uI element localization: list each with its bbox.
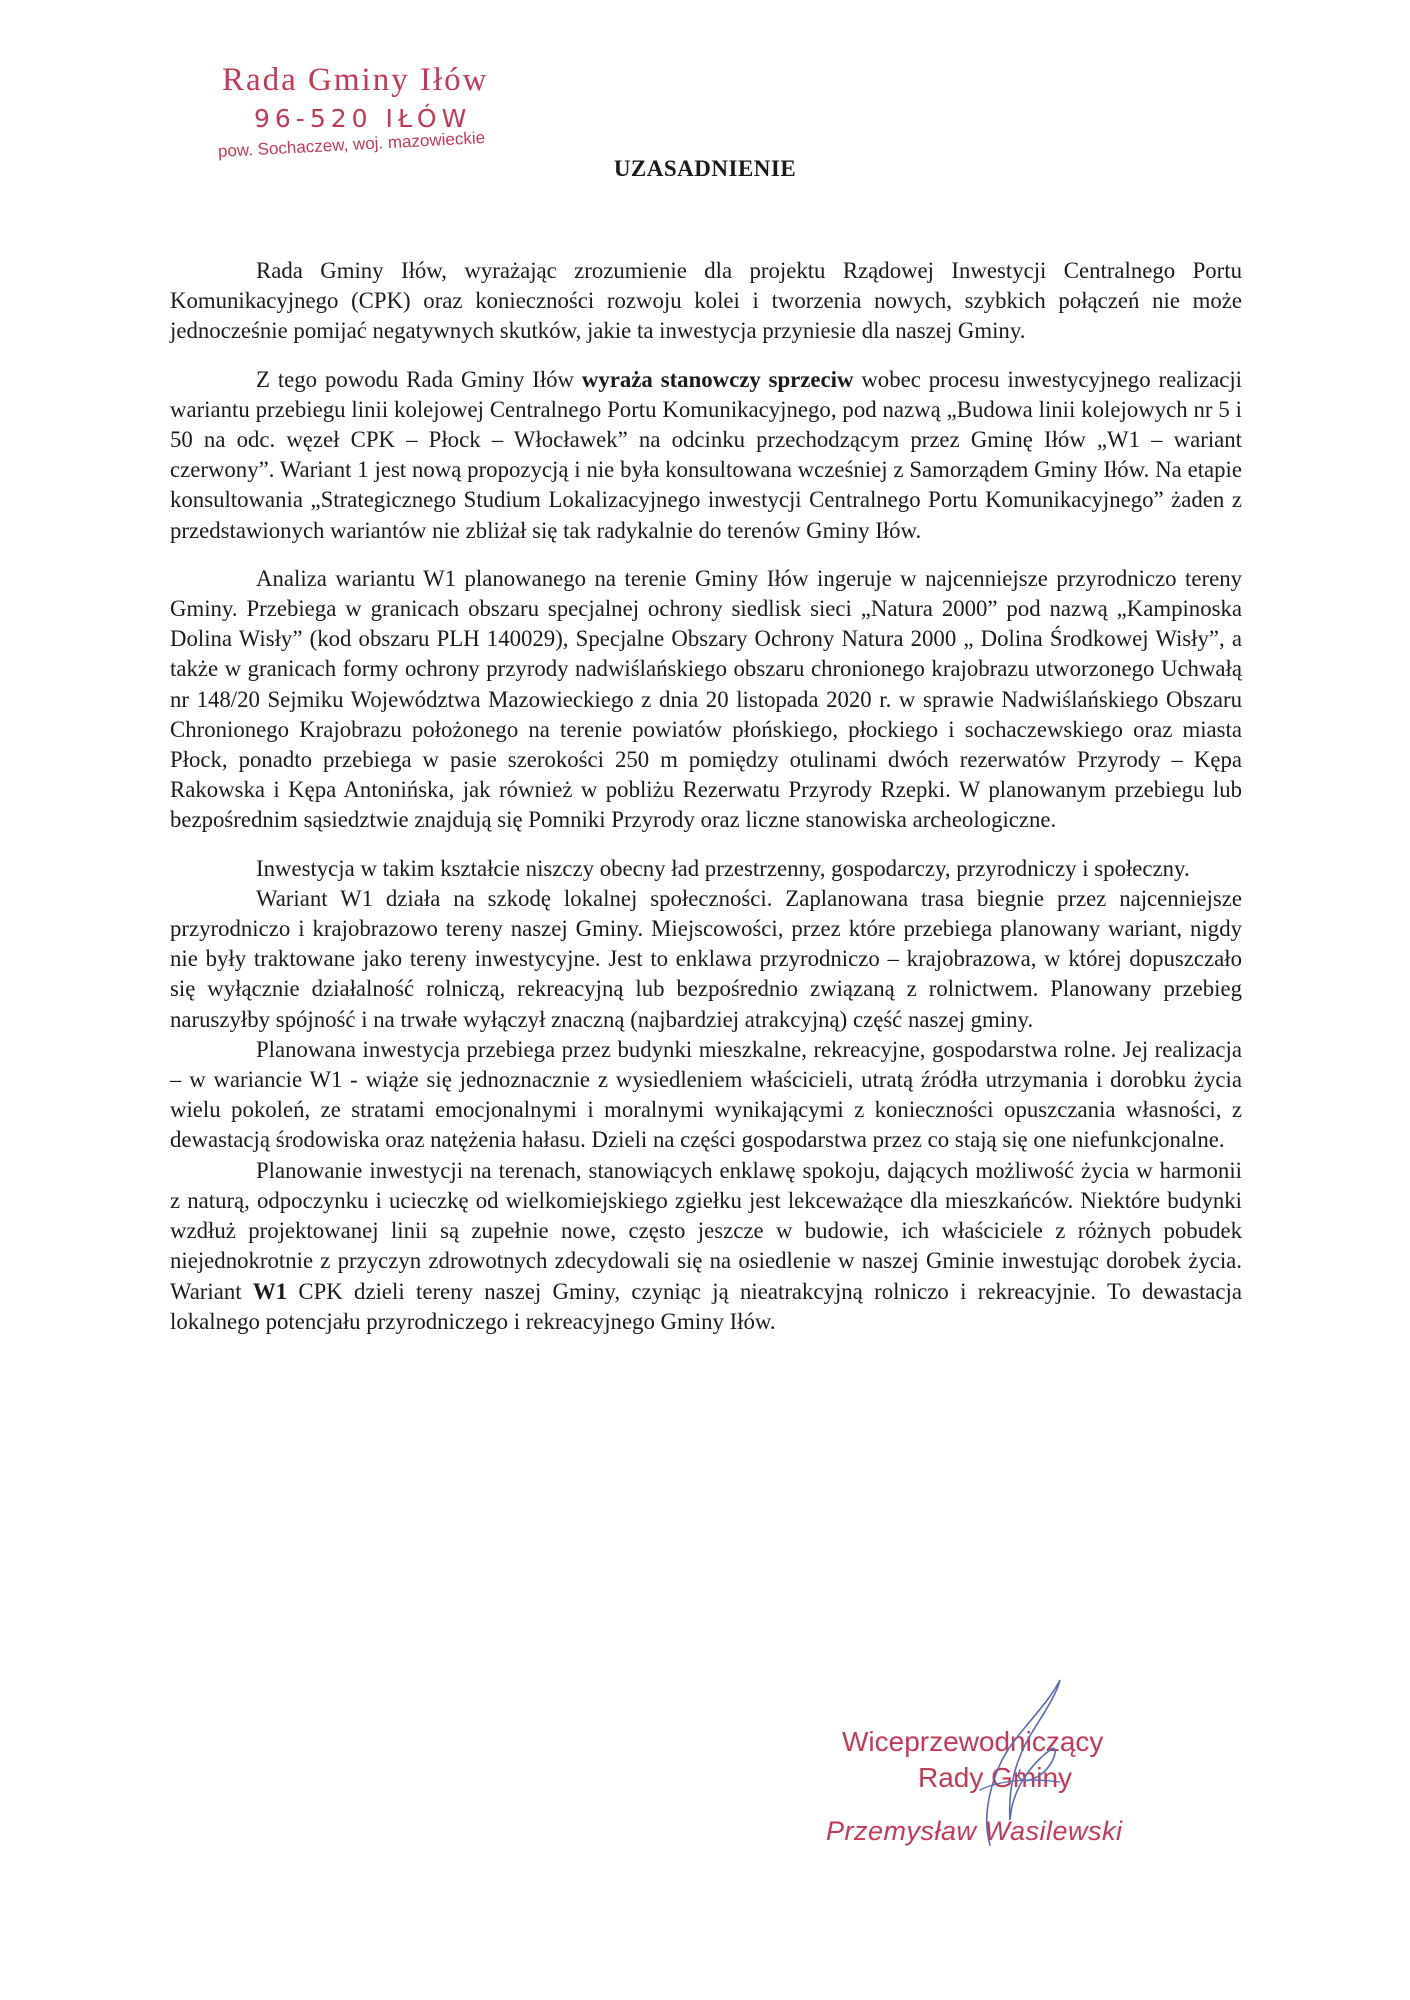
paragraph-5 — [170, 884, 1242, 1035]
paragraph-2-text-a: Z tego powodu Rada Gminy Iłów — [256, 366, 582, 392]
paragraph-7-text-a: Planowanie inwestycji na terenach, stanowiących enklawę spokoju, dających możliwość życia w harmonii z naturą, odpoczynku i ucieczkę od wielkomiejskiego zgiełku jest lekceważące dla mieszkańców. Niektóre budynki wzdłuż projektowanej linii są zupełnie nowe, często jeszcze w budowie, ich właściciele z różnych pobudek niejednokrotnie z przyczyn zdrowotnych zdecydowali się na osiedlenie w naszej Gminie inwestując dorobek życia. Wariant — [170, 1157, 1242, 1304]
stamp-postal-code: 96-520 IŁÓW — [254, 104, 472, 133]
paragraph-6 — [170, 1035, 1242, 1156]
paragraph-3-text: Analiza wariantu W1 planowanego na terenie Gminy Iłów ingeruje w najcenniejsze przyrodniczo tereny Gminy. Przebiega w granicach obszaru specjalnej ochrony siedlisk sieci „Natura 2000” pod nazwą „Kampinoska Dolina Wisły” (kod obszaru PLH 140029), Specjalne Obszary Ochrony Natura 2000 „ Dolina Środkowej Wisły”, a także w granicach formy ochrony przyrody nadwiślańskiego obszaru chronionego krajobrazu utworzonego Uchwałą nr 148/20 Sejmiku Województwa Mazowieckiego z dnia 20 listopada 2020 r. w sprawie Nadwiślańskiego Obszaru Chronionego Krajobrazu położonego na terenie powiatów płońskiego, płockiego i sochaczewskiego oraz miasta Płock, ponadto przebiega w pasie szerokości 250 m pomiędzy otulinami dwóch rezerwatów Przyrody – Kępa Rakowska i Kępa Antonińska, jak również w pobliżu Rezerwatu Przyrody Rzepki. W planowanym przebiegu lub bezpośrednim sąsiedztwie znajdują się Pomniki Przyrody oraz liczne stanowiska archeologiczne. — [170, 565, 1242, 833]
paragraph-1 — [170, 256, 1242, 347]
paragraph-7-bold: W1 — [252, 1278, 288, 1304]
signature-role-line1: Wiceprzewodniczący — [842, 1726, 1104, 1757]
paragraph-7-text-b: CPK dzieli tereny naszej Gminy, czyniąc ją nieatrakcyjną rolniczo i rekreacyjnie. To dewastacja lokalnego potencjału przyrodniczego i rekreacyjnego Gminy Iłów. — [170, 1278, 1242, 1334]
stamp-council-name: Rada Gminy Iłów — [222, 62, 489, 98]
paragraph-6-text: Planowana inwestycja przebiega przez budynki mieszkalne, rekreacyjne, gospodarstwa rolne. Jej realizacja – w wariancie W1 - wiąże się jednoznacznie z wysiedleniem właścicieli, utratą źródła utrzymania i dorobku życia wielu pokoleń, ze stratami emocjonalnymi i moralnymi wynikającymi z konieczności opuszczania własności, z dewastacją środowiska oraz natężenia hałasu. Dzieli na części gospodarstwa przez co stają się one niefunkcjonalne. — [170, 1036, 1242, 1153]
paragraph-2-text-b: wobec procesu inwestycyjnego realizacji wariantu przebiegu linii kolejowej Centralnego Portu Komunikacyjnego, pod nazwą „Budowa linii kolejowych nr 5 i 50 na odc. węzeł CPK – Płock – Włocławek” na odcinku przechodzącym przez Gminę Iłów „W1 – wariant czerwony”. Wariant 1 jest nową propozycją i nie była konsultowana wcześniej z Samorządem Gminy Iłów. Na etapie konsultowania „Strategicznego Studium Lokalizacyjnego inwestycji Centralnego Portu Komunikacyjnego” żaden z przedstawionych wariantów nie zbliżał się tak radykalnie do terenów Gminy Iłów. — [170, 366, 1242, 543]
paragraph-3 — [170, 564, 1242, 836]
paragraph-4-text: Inwestycja w takim kształcie niszczy obecny ład przestrzenny, gospodarczy, przyrodniczy i społeczny. — [256, 855, 1190, 881]
paragraph-1-text: Rada Gminy Iłów, wyrażając zrozumienie dla projektu Rządowej Inwestycji Centralnego Portu Komunikacyjnego (CPK) oraz konieczności rozwoju kolei i tworzenia nowych, szybkich połączeń nie może jednocześnie pomijać negatywnych skutków, jakie ta inwestycja przyniesie dla naszej Gminy. — [170, 258, 1242, 344]
signature-role-line2: Rady Gminy — [918, 1762, 1073, 1793]
stamp-district: pow. Sochaczew, woj. mazowieckie — [217, 128, 486, 161]
signature-name: Przemysław Wasilewski — [826, 1816, 1123, 1846]
handwritten-signature — [918, 1670, 1073, 1850]
paragraph-7 — [170, 1156, 1242, 1337]
signature-block — [780, 1650, 1180, 1850]
document-body — [170, 256, 1242, 1337]
paragraph-4 — [170, 854, 1242, 884]
paragraph-5-text: Wariant W1 działa na szkodę lokalnej społeczności. Zaplanowana trasa biegnie przez najcenniejsze przyrodniczo i krajobrazowo tereny naszej Gminy. Miejscowości, przez które przebiega planowany wariant, nigdy nie były traktowane jako tereny inwestycyjne. Jest to enklawa przyrodniczo – krajobrazowa, w której dopuszczało się wyłącznie działalność rolniczą, rekreacyjną lub bezpośrednio związaną z rolnictwem. Planowany przebieg naruszyłby spójność i na trwałe wyłączył znaczną (najbardziej atrakcyjną) część naszej gminy. — [170, 885, 1242, 1032]
document-title: UZASADNIENIE — [613, 156, 797, 181]
paragraph-2-bold: wyraża stanowczy sprzeciw — [581, 366, 854, 392]
paragraph-2 — [170, 365, 1242, 546]
